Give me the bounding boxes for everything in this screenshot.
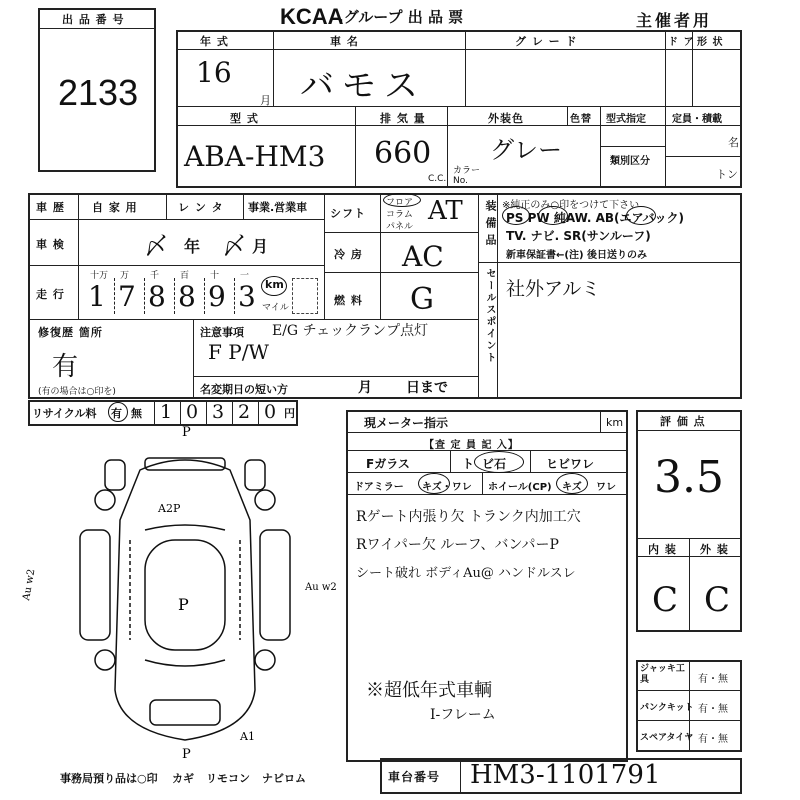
mile-label: マイル xyxy=(262,303,289,313)
ac-value: AC xyxy=(402,240,444,273)
recolor-label: 色替 xyxy=(570,114,592,125)
color-label: 外装色 xyxy=(488,112,524,125)
recycle-digit: 0 xyxy=(264,401,277,423)
mileage-digit-label: 千 xyxy=(150,271,160,281)
disp-label: 排 気 量 xyxy=(380,112,426,125)
recycle-unit: 円 xyxy=(284,407,295,420)
mirror-label: ドアミラー xyxy=(354,482,404,493)
mark-right: Au w2 xyxy=(305,582,337,593)
puncture-label: パンクキット xyxy=(640,703,694,713)
insp-value1: 〆 xyxy=(144,232,168,260)
wheel-label: ホイール(CP) xyxy=(488,482,552,493)
insp-value2: 〆 xyxy=(222,232,246,260)
mileage-digit-label: 万 xyxy=(120,271,130,281)
shift-opt3[interactable]: パネル xyxy=(386,222,414,232)
repair-value: 有 xyxy=(52,352,79,382)
rating-label: 評 価 点 xyxy=(660,415,706,428)
int-value: C xyxy=(652,580,679,620)
wheel-rl xyxy=(95,650,115,670)
mileage-digit: 8 xyxy=(178,280,196,313)
capacity-label: 定員・積載 xyxy=(672,114,722,125)
attention-value2: F P/W xyxy=(208,340,269,364)
disp-value: 660 xyxy=(374,136,432,171)
footer-remote: リモコン xyxy=(206,772,250,785)
mileage-digit: 9 xyxy=(208,280,226,313)
meter-label: 現メーター指示 xyxy=(364,416,449,430)
mileage-digit: 3 xyxy=(238,280,256,313)
ext-label: 外 装 xyxy=(700,543,729,556)
recycle-digit: 0 xyxy=(186,401,199,423)
glass-label: Fガラス xyxy=(366,457,410,471)
spare-label: スペアタイヤ xyxy=(640,733,694,743)
sales-value: 社外アルミ xyxy=(506,278,601,300)
equipment-line1: PS PW 純AW. AB(エアバック) xyxy=(506,211,685,225)
inspector-label: 【査 定 員 記 入】 xyxy=(424,440,519,451)
jack-value[interactable]: 有・無 xyxy=(698,674,728,685)
recycle-yes[interactable]: 有 xyxy=(111,407,122,420)
fuel-label: 燃 料 xyxy=(334,294,363,307)
attention-label: 注意事項 xyxy=(200,326,244,339)
mark-rear-a1: A1 xyxy=(240,730,255,743)
inspector-note-bottom1: ※超低年式車輌 xyxy=(366,680,492,701)
recycle-digit: 2 xyxy=(238,401,251,423)
puncture-value[interactable]: 有・無 xyxy=(698,704,728,715)
sales-label: セールスポイント xyxy=(484,268,495,364)
grade-label: グ レ ー ド xyxy=(515,35,578,48)
attention-value1: E/G チェックランプ点灯 xyxy=(272,323,429,339)
year-value: 16 xyxy=(196,56,232,89)
recycle-digit: 3 xyxy=(212,401,225,423)
history-opt1[interactable]: 自 家 用 xyxy=(92,201,138,214)
year-unit: 月 xyxy=(260,94,271,107)
repair-note: (有の場合は○印を) xyxy=(38,387,116,397)
mileage-digit-label: 十万 xyxy=(90,271,109,281)
history-opt3[interactable]: 事業.営業車 xyxy=(248,201,308,214)
header-organizer: 主催者用 xyxy=(636,11,713,30)
expiry-label: 名変期日の短い方 xyxy=(200,383,288,396)
footer-navi: ナビロム xyxy=(262,772,306,785)
expiry-day: 日まで xyxy=(406,380,448,396)
glass-opt1[interactable]: ト xyxy=(462,457,476,471)
year-label: 年 式 xyxy=(200,35,229,48)
jack-label: ジャッキ工具 xyxy=(640,664,685,685)
wheel-fl xyxy=(95,490,115,510)
mark-left: Au w2 xyxy=(21,568,38,602)
wheel-opt2[interactable]: ワレ xyxy=(596,482,616,493)
shift-opt2[interactable]: コラム xyxy=(386,210,413,220)
insp-year: 年 xyxy=(184,237,202,256)
color-no-label: カラー No. xyxy=(453,166,481,186)
mileage-digit: 1 xyxy=(88,280,106,313)
car-value: バモス xyxy=(300,66,426,106)
footer-text: 事務局預り品は○印 xyxy=(60,772,158,785)
wheel-opt1[interactable]: キズ xyxy=(562,482,582,493)
recycle-no[interactable]: 無 xyxy=(131,407,142,420)
equipment-label: 装備品 xyxy=(484,200,497,251)
mark-roof-p: P xyxy=(178,595,189,614)
nin-label: 名 xyxy=(728,136,739,149)
glass-opt2[interactable]: ビ石 xyxy=(482,457,507,471)
mileage-digit-label: 十 xyxy=(210,271,220,281)
shape-label: 形 状 xyxy=(697,37,724,48)
mileage-digit-label: 百 xyxy=(180,271,190,281)
repair-label: 修復歴 箇所 xyxy=(38,326,103,339)
lot-number: 2133 xyxy=(58,72,139,113)
inspector-note-3: シート破れ ボディAu@ ハンドルスレ xyxy=(356,566,576,581)
wheel-fr xyxy=(255,490,275,510)
car-diagram xyxy=(21,425,337,762)
lot-label: 出 品 番 号 xyxy=(62,13,125,26)
mileage-digit: 8 xyxy=(148,280,166,313)
inspector-note-bottom2: I-フレーム xyxy=(430,707,496,723)
wheel-rr xyxy=(255,650,275,670)
mirror-opts[interactable]: キズ・ワレ xyxy=(422,482,472,493)
shift-label: シフト xyxy=(330,207,366,220)
header-logo: KCAA xyxy=(280,4,344,29)
expiry-month: 月 xyxy=(358,380,373,396)
inspection-label: 車 検 xyxy=(36,238,65,251)
history-label: 車 歴 xyxy=(36,201,65,214)
color-value: グレー xyxy=(490,136,562,164)
km-label: km xyxy=(265,278,284,291)
mark-rear-p: P xyxy=(182,747,191,762)
header-title: .グループ 出 品 票 xyxy=(338,8,464,26)
shift-value: AT xyxy=(428,196,463,226)
spare-value[interactable]: 有・無 xyxy=(698,734,728,745)
int-label: 内 装 xyxy=(648,543,677,556)
mileage-label: 走 行 xyxy=(36,288,65,301)
equipment-line2: TV. ナビ. SR(サンルーフ) xyxy=(506,229,651,243)
equipment-line3: 新車保証書←(注) 後日送りのみ xyxy=(506,250,648,261)
inspector-note-1: Rゲート内張り欠 トランク内加工穴 xyxy=(356,509,581,525)
chassis-value: HM3-1101791 xyxy=(470,760,661,790)
door-label: ド ア xyxy=(668,37,695,48)
insp-month: 月 xyxy=(252,237,270,256)
ext-value: C xyxy=(704,580,731,620)
recycle-label: リサイクル料 xyxy=(32,407,97,420)
class-label: 類別区分 xyxy=(610,156,650,167)
shift-opt1[interactable]: フロア xyxy=(386,198,414,208)
recycle-digit: 1 xyxy=(160,401,173,423)
mileage-digit: 7 xyxy=(118,280,136,313)
glass-opt3[interactable]: ヒビワレ xyxy=(546,457,595,471)
inspector-note-2: Rワイパー欠 ルーフ、バンパーP xyxy=(356,537,559,553)
chassis-label: 車台番号 xyxy=(388,770,441,784)
equipment-note: ※純正のみ○印をつけて下さい xyxy=(502,200,640,211)
fuel-value: G xyxy=(410,282,434,317)
car-label: 車 名 xyxy=(330,35,359,48)
ton-label: トン xyxy=(716,168,738,181)
model-label: 型 式 xyxy=(230,112,259,125)
rating-value: 3.5 xyxy=(654,452,724,503)
mark-front-p: P xyxy=(182,425,191,440)
meter-unit: km xyxy=(606,416,624,429)
footer-key: カギ xyxy=(172,772,194,785)
mileage-digit-label: 一 xyxy=(240,271,250,281)
ac-label: 冷 房 xyxy=(334,248,363,261)
model-spec-label: 型式指定 xyxy=(606,114,646,125)
model-value: ABA-HM3 xyxy=(184,140,326,173)
mark-a2p: A2P xyxy=(158,502,181,515)
cc-label: C.C. xyxy=(428,174,447,184)
history-opt2[interactable]: レ ン タ xyxy=(178,201,224,214)
